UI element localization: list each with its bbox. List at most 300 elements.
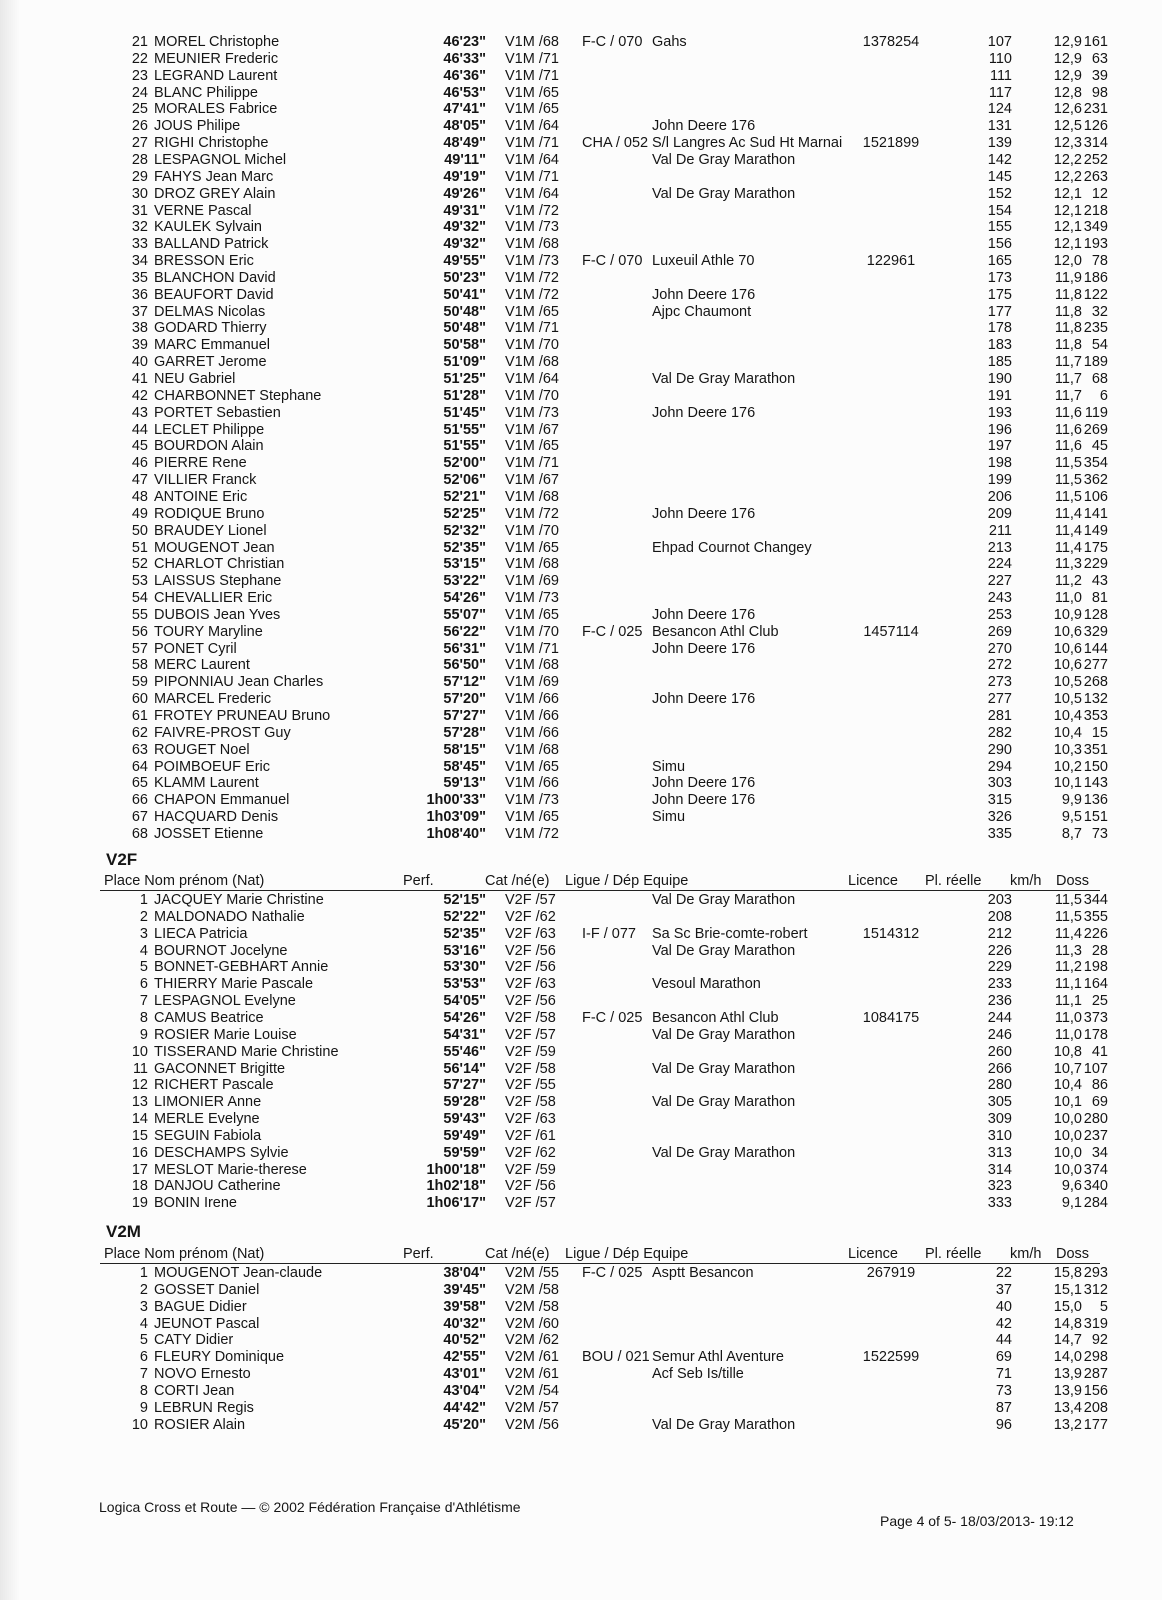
header-doss: Doss — [1056, 1246, 1090, 1262]
cell-doss: 150 — [1083, 758, 1108, 775]
cell-kmh: 11,3 — [1054, 942, 1082, 959]
cell-name: ROSIER Marie Louise — [154, 1026, 297, 1043]
cell-licence: 1522599 — [862, 1349, 920, 1366]
cell-kmh: 10,9 — [1053, 606, 1082, 623]
cell-cat: V2M /56 — [505, 1416, 559, 1433]
header-place: Place Nom prénom (Nat) — [104, 1246, 265, 1262]
cell-cat: V2M /61 — [505, 1366, 559, 1383]
cell-cat: V1M /73 — [505, 219, 559, 236]
cell-name: RICHERT Pascale — [154, 1077, 274, 1094]
cell-doss: 314 — [1083, 135, 1108, 152]
cell-name: CHARBONNET Stephane — [154, 387, 322, 404]
cell-pl: 42 — [995, 1315, 1012, 1332]
cell-doss: 86 — [1091, 1077, 1108, 1094]
cell-cat: V2M /61 — [505, 1349, 559, 1366]
cell-doss: 41 — [1091, 1043, 1108, 1060]
cell-name: CORTI Jean — [154, 1382, 235, 1399]
cell-kmh: 10,3 — [1053, 741, 1082, 758]
cell-cat: V2F /56 — [505, 942, 556, 959]
cell-pl: 290 — [987, 741, 1012, 758]
cell-kmh: 10,5 — [1053, 674, 1082, 691]
table-row — [0, 219, 1162, 236]
table-row — [0, 135, 1162, 152]
cell-perf: 54'31" — [443, 1026, 486, 1043]
cell-cat: V1M /73 — [505, 792, 559, 809]
cell-perf: 46'36" — [443, 67, 486, 84]
cell-equipe: John Deere 176 — [652, 118, 756, 135]
cell-cat: V1M /72 — [505, 286, 559, 303]
cell-name: CHARLOT Christian — [154, 556, 285, 573]
cell-cat: V1M /73 — [505, 253, 559, 270]
cell-equipe: Asptt Besancon — [652, 1265, 754, 1281]
cell-equipe: John Deere 176 — [652, 775, 756, 792]
cell-name: THIERRY Marie Pascale — [154, 976, 314, 993]
cell-pl: 196 — [987, 421, 1012, 438]
cell-kmh: 10,5 — [1053, 691, 1082, 708]
cell-cat: V2F /58 — [505, 1060, 556, 1077]
cell-pl: 323 — [987, 1178, 1012, 1195]
cell-doss: 144 — [1083, 640, 1108, 657]
cell-cat: V2F /56 — [505, 959, 556, 976]
cell-cat: V2F /56 — [505, 1178, 556, 1195]
table-row — [0, 371, 1162, 388]
cell-perf: 45'20" — [443, 1416, 486, 1433]
cell-doss: 81 — [1091, 590, 1108, 607]
cell-name: VILLIER Franck — [154, 472, 257, 489]
cell-cat: V2F /59 — [505, 1161, 556, 1178]
cell-cat: V2F /57 — [505, 892, 556, 908]
table-row — [0, 523, 1162, 540]
cell-pl: 326 — [987, 809, 1012, 826]
cell-name: JACQUEY Marie Christine — [154, 892, 324, 908]
cell-kmh: 11,0 — [1054, 590, 1082, 607]
cell-kmh: 11,1 — [1054, 976, 1082, 993]
cell-perf: 1h03'09" — [426, 809, 486, 826]
cell-pl: 209 — [987, 505, 1012, 522]
cell-perf: 55'07" — [443, 606, 486, 623]
table-row — [0, 51, 1162, 68]
cell-kmh: 11,6 — [1054, 421, 1082, 438]
cell-name: NOVO Ernesto — [154, 1366, 251, 1383]
cell-name: BRAUDEY Lionel — [154, 522, 267, 539]
cell-pl: 142 — [987, 151, 1012, 168]
cell-name: DELMAS Nicolas — [154, 303, 266, 320]
cell-kmh: 11,6 — [1054, 438, 1082, 455]
cell-ligue: F-C / 025 — [582, 623, 643, 640]
cell-place: 9 — [139, 1026, 148, 1043]
cell-kmh: 15,8 — [1053, 1265, 1082, 1281]
cell-cat: V2F /63 — [505, 976, 556, 993]
table-row — [0, 85, 1162, 102]
cell-pl: 198 — [987, 455, 1012, 472]
cell-kmh: 14,7 — [1053, 1332, 1082, 1349]
table-row — [0, 674, 1162, 691]
cell-pl: 281 — [987, 708, 1012, 724]
cell-pl: 335 — [987, 825, 1012, 842]
cell-cat: V2M /57 — [505, 1399, 559, 1416]
cell-name: PIERRE Rene — [154, 455, 247, 472]
cell-place: 33 — [131, 236, 148, 253]
cell-licence: 1514312 — [862, 925, 920, 942]
header-licence: Licence — [848, 873, 898, 889]
cell-pl: 155 — [987, 219, 1012, 236]
cell-doss: 319 — [1083, 1315, 1108, 1332]
cell-pl: 131 — [987, 118, 1012, 135]
cell-kmh: 12,0 — [1053, 253, 1082, 270]
cell-place: 28 — [131, 151, 148, 168]
table-row — [0, 287, 1162, 304]
table-row — [0, 708, 1162, 725]
table-row — [0, 792, 1162, 809]
cell-pl: 229 — [987, 959, 1012, 976]
cell-doss: 34 — [1091, 1144, 1108, 1161]
cell-cat: V1M /68 — [505, 741, 559, 758]
cell-doss: 15 — [1091, 724, 1108, 741]
v2f-header-rule — [100, 890, 1100, 891]
cell-name: LIMONIER Anne — [154, 1094, 262, 1111]
header-kmh: km/h — [1010, 1246, 1042, 1262]
table-row — [0, 1400, 1162, 1417]
cell-doss: 268 — [1083, 674, 1108, 691]
cell-perf: 50'41" — [443, 286, 486, 303]
header-ligue: Ligue / Dép Equipe — [565, 1246, 689, 1262]
cell-perf: 59'43" — [443, 1111, 486, 1128]
cell-cat: V1M /66 — [505, 708, 559, 724]
cell-equipe: Val De Gray Marathon — [652, 1060, 796, 1077]
cell-doss: 349 — [1083, 219, 1108, 236]
cell-equipe: Val De Gray Marathon — [652, 942, 796, 959]
cell-pl: 243 — [987, 590, 1012, 607]
cell-doss: 231 — [1083, 101, 1108, 118]
cell-pl: 175 — [987, 286, 1012, 303]
cell-pl: 277 — [987, 691, 1012, 708]
cell-name: JOUS Philipe — [154, 118, 241, 135]
cell-equipe: John Deere 176 — [652, 640, 756, 657]
cell-perf: 46'23" — [443, 34, 486, 50]
cell-place: 60 — [131, 691, 148, 708]
cell-name: CAMUS Beatrice — [154, 1009, 264, 1026]
cell-name: ANTOINE Eric — [154, 488, 248, 505]
cell-pl: 191 — [987, 387, 1012, 404]
cell-name: GOSSET Daniel — [154, 1281, 260, 1298]
table-row — [0, 304, 1162, 321]
cell-place: 3 — [139, 925, 148, 942]
cell-kmh: 11,0 — [1054, 1009, 1082, 1026]
cell-doss: 226 — [1083, 925, 1108, 942]
cell-place: 48 — [131, 488, 148, 505]
cell-pl: 309 — [987, 1111, 1012, 1128]
cell-name: GARRET Jerome — [154, 354, 267, 371]
cell-pl: 266 — [987, 1060, 1012, 1077]
cell-equipe: Val De Gray Marathon — [652, 151, 796, 168]
cell-kmh: 11,7 — [1054, 354, 1082, 371]
table-row — [0, 1299, 1162, 1316]
cell-doss: 132 — [1083, 691, 1108, 708]
cell-doss: 208 — [1083, 1399, 1108, 1416]
cell-place: 32 — [131, 219, 148, 236]
cell-kmh: 14,8 — [1053, 1315, 1082, 1332]
cell-name: RODIQUE Bruno — [154, 505, 265, 522]
cell-place: 51 — [131, 539, 148, 556]
cell-doss: 287 — [1083, 1366, 1108, 1383]
cell-kmh: 11,7 — [1054, 371, 1082, 387]
table-row — [0, 1128, 1162, 1145]
table-row — [0, 1010, 1162, 1027]
cell-doss: 263 — [1083, 168, 1108, 185]
table-row — [0, 607, 1162, 624]
cell-name: BAGUE Didier — [154, 1298, 247, 1315]
cell-cat: V2F /56 — [505, 993, 556, 1010]
cell-place: 37 — [131, 303, 148, 320]
table-row — [0, 472, 1162, 489]
cell-cat: V1M /68 — [505, 236, 559, 253]
cell-place: 27 — [131, 135, 148, 152]
cell-ligue: BOU / 021 — [582, 1349, 650, 1366]
table-row — [0, 624, 1162, 641]
cell-doss: 354 — [1083, 455, 1108, 472]
table-row — [0, 186, 1162, 203]
cell-equipe: Luxeuil Athle 70 — [652, 253, 755, 270]
cell-name: DROZ GREY Alain — [154, 185, 276, 202]
cell-name: MOUGENOT Jean-claude — [154, 1265, 323, 1281]
cell-place: 65 — [131, 775, 148, 792]
cell-doss: 43 — [1091, 573, 1108, 590]
cell-cat: V1M /65 — [505, 606, 559, 623]
cell-kmh: 12,9 — [1053, 50, 1082, 67]
table-row — [0, 1111, 1162, 1128]
cell-kmh: 11,2 — [1054, 959, 1082, 976]
cell-doss: 284 — [1083, 1195, 1108, 1212]
cell-kmh: 11,5 — [1054, 908, 1082, 925]
table-row — [0, 742, 1162, 759]
cell-doss: 237 — [1083, 1127, 1108, 1144]
cell-cat: V1M /65 — [505, 101, 559, 118]
cell-kmh: 11,5 — [1054, 488, 1082, 505]
table-row — [0, 1145, 1162, 1162]
cell-kmh: 12,1 — [1053, 185, 1082, 202]
cell-cat: V1M /69 — [505, 674, 559, 691]
cell-place: 13 — [131, 1094, 148, 1111]
cell-perf: 40'32" — [443, 1315, 486, 1332]
table-row — [0, 926, 1162, 943]
cell-name: BALLAND Patrick — [154, 236, 269, 253]
cell-pl: 282 — [987, 724, 1012, 741]
cell-name: BOURNOT Jocelyne — [154, 942, 288, 959]
cell-doss: 45 — [1091, 438, 1108, 455]
cell-pl: 111 — [989, 67, 1012, 84]
cell-cat: V1M /65 — [505, 303, 559, 320]
cell-licence: 1521899 — [862, 135, 920, 152]
cell-perf: 52'32" — [443, 522, 486, 539]
cell-kmh: 14,0 — [1053, 1349, 1082, 1366]
table-row — [0, 1162, 1162, 1179]
cell-name: RIGHI Christophe — [154, 135, 269, 152]
cell-cat: V1M /68 — [505, 354, 559, 371]
cell-perf: 1h00'18" — [426, 1161, 486, 1178]
cell-pl: 315 — [987, 792, 1012, 809]
cell-perf: 57'27" — [443, 1077, 486, 1094]
cell-cat: V1M /72 — [505, 825, 559, 842]
cell-perf: 50'48" — [443, 303, 486, 320]
cell-pl: 269 — [987, 623, 1012, 640]
table-row — [0, 1349, 1162, 1366]
cell-cat: V1M /70 — [505, 387, 559, 404]
cell-equipe: Ehpad Cournot Changey — [652, 539, 812, 556]
cell-place: 41 — [131, 371, 148, 387]
cell-doss: 32 — [1091, 303, 1108, 320]
cell-perf: 56'31" — [443, 640, 486, 657]
cell-doss: 141 — [1083, 505, 1108, 522]
cell-kmh: 12,6 — [1053, 101, 1082, 118]
cell-equipe: John Deere 176 — [652, 404, 756, 421]
cell-equipe: Val De Gray Marathon — [652, 1416, 796, 1433]
cell-perf: 43'04" — [443, 1382, 486, 1399]
cell-kmh: 11,2 — [1054, 573, 1082, 590]
cell-place: 17 — [131, 1161, 148, 1178]
cell-cat: V1M /70 — [505, 337, 559, 354]
cell-place: 5 — [139, 1332, 148, 1349]
cell-name: LIECA Patricia — [154, 925, 248, 942]
cell-equipe: Vesoul Marathon — [652, 976, 761, 993]
table-row — [0, 388, 1162, 405]
table-row — [0, 691, 1162, 708]
cell-place: 5 — [139, 959, 148, 976]
cell-name: MOUGENOT Jean — [154, 539, 275, 556]
cell-perf: 54'26" — [443, 1009, 486, 1026]
cell-cat: V1M /64 — [505, 118, 559, 135]
cell-kmh: 10,1 — [1053, 1094, 1082, 1111]
cell-pl: 193 — [987, 404, 1012, 421]
cell-equipe: S/l Langres Ac Sud Ht Marnai — [652, 135, 843, 152]
cell-name: ROSIER Alain — [154, 1416, 246, 1433]
table-row — [0, 1332, 1162, 1349]
cell-perf: 55'46" — [443, 1043, 486, 1060]
cell-kmh: 15,0 — [1053, 1298, 1082, 1315]
cell-pl: 253 — [987, 606, 1012, 623]
cell-doss: 25 — [1091, 993, 1108, 1010]
table-row — [0, 1417, 1162, 1434]
cell-perf: 51'55" — [443, 438, 486, 455]
cell-kmh: 10,0 — [1053, 1144, 1082, 1161]
cell-kmh: 10,2 — [1053, 758, 1082, 775]
cell-place: 49 — [131, 505, 148, 522]
table-row — [0, 1027, 1162, 1044]
cell-doss: 78 — [1091, 253, 1108, 270]
cell-kmh: 10,4 — [1053, 1077, 1082, 1094]
cell-doss: 298 — [1083, 1349, 1108, 1366]
cell-kmh: 11,5 — [1054, 472, 1082, 489]
cell-place: 43 — [131, 404, 148, 421]
cell-pl: 37 — [995, 1281, 1012, 1298]
cell-place: 15 — [131, 1127, 148, 1144]
cell-name: KAULEK Sylvain — [154, 219, 262, 236]
table-row — [0, 959, 1162, 976]
cell-doss: 353 — [1083, 708, 1108, 724]
cell-perf: 49'32" — [443, 236, 486, 253]
cell-place: 8 — [139, 1382, 148, 1399]
cell-pl: 314 — [987, 1161, 1012, 1178]
cell-kmh: 11,5 — [1054, 892, 1082, 908]
cell-perf: 57'12" — [443, 674, 486, 691]
cell-place: 45 — [131, 438, 148, 455]
cell-name: MARC Emmanuel — [154, 337, 271, 354]
cell-name: TOURY Maryline — [154, 623, 263, 640]
cell-perf: 49'32" — [443, 219, 486, 236]
cell-equipe: Besancon Athl Club — [652, 1009, 779, 1026]
cell-place: 64 — [131, 758, 148, 775]
cell-perf: 51'25" — [443, 371, 486, 387]
cell-cat: V2F /62 — [505, 1144, 556, 1161]
cell-place: 53 — [131, 573, 148, 590]
cell-pl: 22 — [995, 1265, 1012, 1281]
cell-name: CATY Didier — [154, 1332, 234, 1349]
cell-kmh: 11,4 — [1054, 505, 1082, 522]
table-row — [0, 573, 1162, 590]
cell-name: FAHYS Jean Marc — [154, 168, 274, 185]
cell-place: 52 — [131, 556, 148, 573]
cell-place: 10 — [131, 1043, 148, 1060]
cell-place: 12 — [131, 1077, 148, 1094]
cell-name: FLEURY Dominique — [154, 1349, 285, 1366]
table-row — [0, 775, 1162, 792]
cell-place: 29 — [131, 168, 148, 185]
table-row — [0, 892, 1162, 909]
table-row — [0, 641, 1162, 658]
header-doss: Doss — [1056, 873, 1090, 889]
cell-cat: V1M /72 — [505, 505, 559, 522]
cell-pl: 270 — [987, 640, 1012, 657]
cell-name: LEBRUN Regis — [154, 1399, 254, 1416]
cell-place: 1 — [139, 892, 148, 908]
cell-cat: V2F /63 — [505, 1111, 556, 1128]
cell-kmh: 12,3 — [1053, 135, 1082, 152]
cell-name: VERNE Pascal — [154, 202, 252, 219]
cell-place: 62 — [131, 724, 148, 741]
cell-doss: 277 — [1083, 657, 1108, 674]
cell-cat: V1M /73 — [505, 590, 559, 607]
cell-pl: 206 — [987, 488, 1012, 505]
cell-kmh: 11,6 — [1054, 404, 1082, 421]
cell-cat: V2F /63 — [505, 925, 556, 942]
cell-cat: V2F /57 — [505, 1195, 556, 1212]
cell-place: 55 — [131, 606, 148, 623]
table-row — [0, 405, 1162, 422]
cell-cat: V1M /65 — [505, 438, 559, 455]
cell-kmh: 10,6 — [1053, 640, 1082, 657]
cell-kmh: 10,0 — [1053, 1161, 1082, 1178]
cell-cat: V1M /69 — [505, 573, 559, 590]
cell-place: 44 — [131, 421, 148, 438]
table-row — [0, 943, 1162, 960]
header-kmh: km/h — [1010, 873, 1042, 889]
header-cat: Cat /né(e) — [485, 873, 550, 889]
cell-perf: 43'01" — [443, 1366, 486, 1383]
cell-kmh: 9,6 — [1061, 1178, 1082, 1195]
cell-equipe: Val De Gray Marathon — [652, 185, 796, 202]
table-row — [0, 152, 1162, 169]
cell-perf: 50'58" — [443, 337, 486, 354]
cell-name: BOURDON Alain — [154, 438, 264, 455]
cell-equipe: Simu — [652, 809, 686, 826]
cell-perf: 51'09" — [443, 354, 486, 371]
cell-kmh: 12,2 — [1053, 151, 1082, 168]
cell-name: MOREL Christophe — [154, 34, 280, 50]
cell-doss: 54 — [1091, 337, 1108, 354]
cell-perf: 52'22" — [443, 908, 486, 925]
cell-perf: 50'23" — [443, 269, 486, 286]
cell-name: MARCEL Frederic — [154, 691, 272, 708]
cell-ligue: F-C / 070 — [582, 34, 643, 50]
